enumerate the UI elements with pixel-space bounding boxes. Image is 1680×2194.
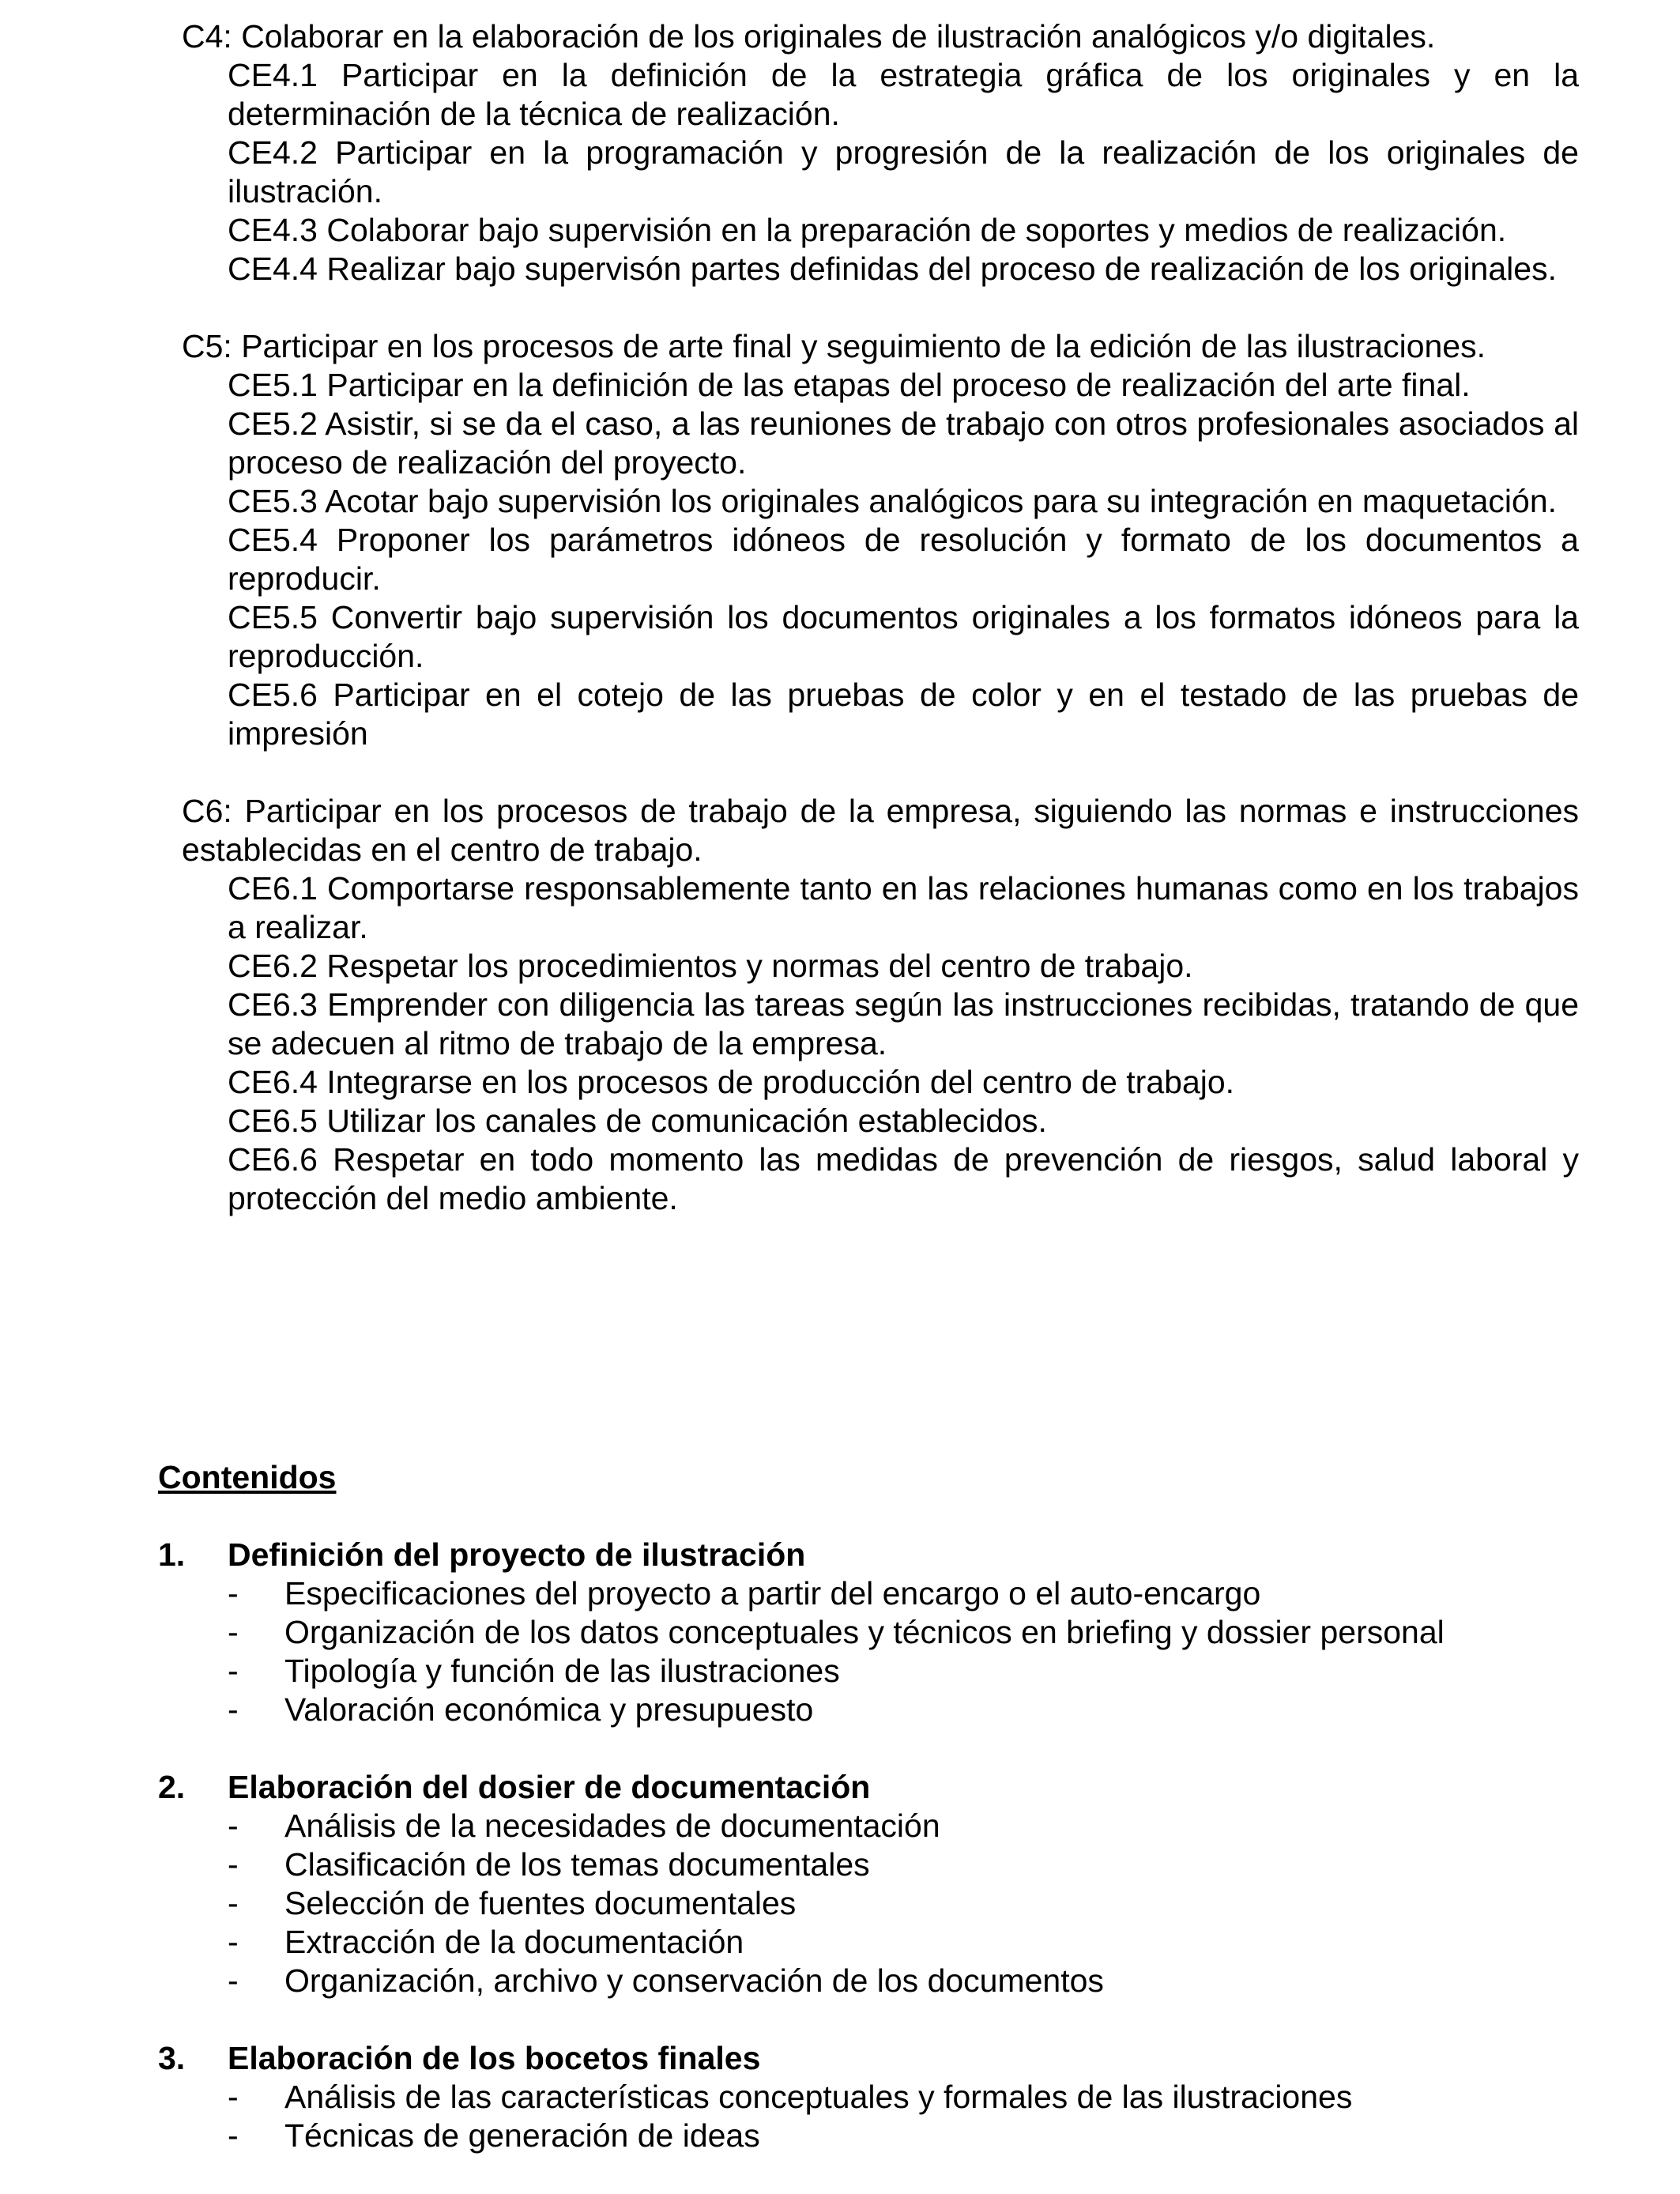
list-item-text: Clasificación de los temas documentales [284, 1846, 870, 1883]
dash-bullet: - [228, 1846, 239, 1883]
criterion-item: CE5.6 Participar en el cotejo de las pruebas de color y en el testado de las pruebas de impresión [228, 677, 1579, 752]
section-number: 2. [158, 1769, 186, 1805]
criterion-item: CE6.6 Respetar en todo momento las medidas de prevención de riesgos, salud laboral y protección del medio ambiente. [228, 1141, 1579, 1216]
list-item [158, 1962, 1580, 2000]
list-item [158, 2078, 1580, 2117]
evaluation-criteria [182, 17, 1579, 1257]
criterion-item: CE4.2 Participar en la programación y progresión de la realización de los originales de ilustración. [228, 134, 1579, 209]
list-item-text: Organización, archivo y conservación de los documentos [284, 1962, 1104, 1999]
criterion-heading: C4: Colaborar en la elaboración de los originales de ilustración analógicos y/o digitales. [182, 18, 1436, 55]
section-title: Elaboración de los bocetos finales [228, 2040, 761, 2076]
list-item [158, 1574, 1580, 1613]
criterion-item: CE5.3 Acotar bajo supervisión los originales analógicos para su integración en maquetación. [228, 483, 1558, 519]
criterion-item: CE6.2 Respetar los procedimientos y normas del centro de trabajo. [228, 948, 1193, 984]
list-item-text: Especificaciones del proyecto a partir del encargo o el auto-encargo [284, 1575, 1261, 1612]
list-item [158, 1923, 1580, 1962]
criterion-c6 [182, 792, 1579, 1218]
content-section-3 [158, 2039, 1580, 2155]
criterion-c5 [182, 327, 1579, 753]
contenidos-list [158, 1536, 1580, 2194]
list-item-text: Análisis de la necesidades de documentación [284, 1808, 940, 1844]
list-item [158, 1613, 1580, 1652]
dash-bullet: - [228, 1808, 239, 1844]
dash-bullet: - [228, 2079, 239, 2115]
section-heading [158, 2039, 1580, 2078]
section-heading [158, 1536, 1580, 1574]
dash-bullet: - [228, 1691, 239, 1728]
criterion-item: CE4.1 Participar en la definición de la estrategia gráfica de los originales y en la determinación de la técnica de realización. [228, 57, 1579, 132]
criterion-heading: C6: Participar en los procesos de trabajo de la empresa, siguiendo las normas e instrucciones establecidas en el centro de trabajo. [182, 793, 1579, 868]
dash-bullet: - [228, 1614, 239, 1650]
criterion-c4 [182, 17, 1579, 288]
criterion-item: CE6.5 Utilizar los canales de comunicación establecidos. [228, 1103, 1047, 1139]
criterion-item: CE6.1 Comportarse responsablemente tanto en las relaciones humanas como en los trabajos a realizar. [228, 870, 1579, 945]
section-title: Definición del proyecto de ilustración [228, 1536, 806, 1573]
criterion-item: CE5.5 Convertir bajo supervisión los documentos originales a los formatos idóneos para la reproducción. [228, 599, 1579, 674]
list-item-text: Técnicas de generación de ideas [284, 2117, 760, 2154]
section-title: Elaboración del dosier de documentación [228, 1769, 871, 1805]
list-item-text: Organización de los datos conceptuales y técnicos en briefing y dossier personal [284, 1614, 1445, 1650]
list-item-text: Valoración económica y presupuesto [284, 1691, 814, 1728]
criterion-item: CE6.3 Emprender con diligencia las tareas según las instrucciones recibidas, tratando de que se adecuen al ritmo de trabajo de la empresa. [228, 986, 1579, 1061]
list-item [158, 1884, 1580, 1923]
section-heading [158, 1768, 1580, 1807]
criterion-heading: C5: Participar en los procesos de arte final y seguimiento de la edición de las ilustraciones. [182, 328, 1486, 364]
list-item [158, 1845, 1580, 1884]
section-number: 1. [158, 1536, 186, 1573]
list-item-text: Selección de fuentes documentales [284, 1885, 797, 1921]
criterion-item: CE6.4 Integrarse en los procesos de producción del centro de trabajo. [228, 1064, 1235, 1100]
criterion-item: CE5.4 Proponer los parámetros idóneos de resolución y formato de los documentos a reproducir. [228, 522, 1579, 597]
criterion-item: CE5.1 Participar en la definición de las etapas del proceso de realización del arte final. [228, 367, 1471, 403]
list-item-text: Extracción de la documentación [284, 1924, 744, 1960]
dash-bullet: - [228, 1924, 239, 1960]
dash-bullet: - [228, 1962, 239, 1999]
list-item [158, 1652, 1580, 1691]
list-item-text: Tipología y función de las ilustraciones [284, 1653, 840, 1689]
list-item [158, 1691, 1580, 1729]
list-item-text: Análisis de las características conceptuales y formales de las ilustraciones [284, 2079, 1353, 2115]
list-item [158, 1807, 1580, 1845]
dash-bullet: - [228, 1575, 239, 1612]
content-section-2 [158, 1768, 1580, 2000]
contenidos-heading: Contenidos [158, 1459, 337, 1495]
dash-bullet: - [228, 1885, 239, 1921]
criterion-item: CE5.2 Asistir, si se da el caso, a las reuniones de trabajo con otros profesionales asociados al proceso de realización del proyecto. [228, 405, 1579, 481]
section-number: 3. [158, 2040, 186, 2076]
criterion-item: CE4.4 Realizar bajo supervisón partes definidas del proceso de realización de los originales. [228, 251, 1557, 287]
dash-bullet: - [228, 2117, 239, 2154]
dash-bullet: - [228, 1653, 239, 1689]
list-item [158, 2117, 1580, 2155]
content-section-1 [158, 1536, 1580, 1729]
criterion-item: CE4.3 Colaborar bajo supervisión en la preparación de soportes y medios de realización. [228, 212, 1507, 248]
